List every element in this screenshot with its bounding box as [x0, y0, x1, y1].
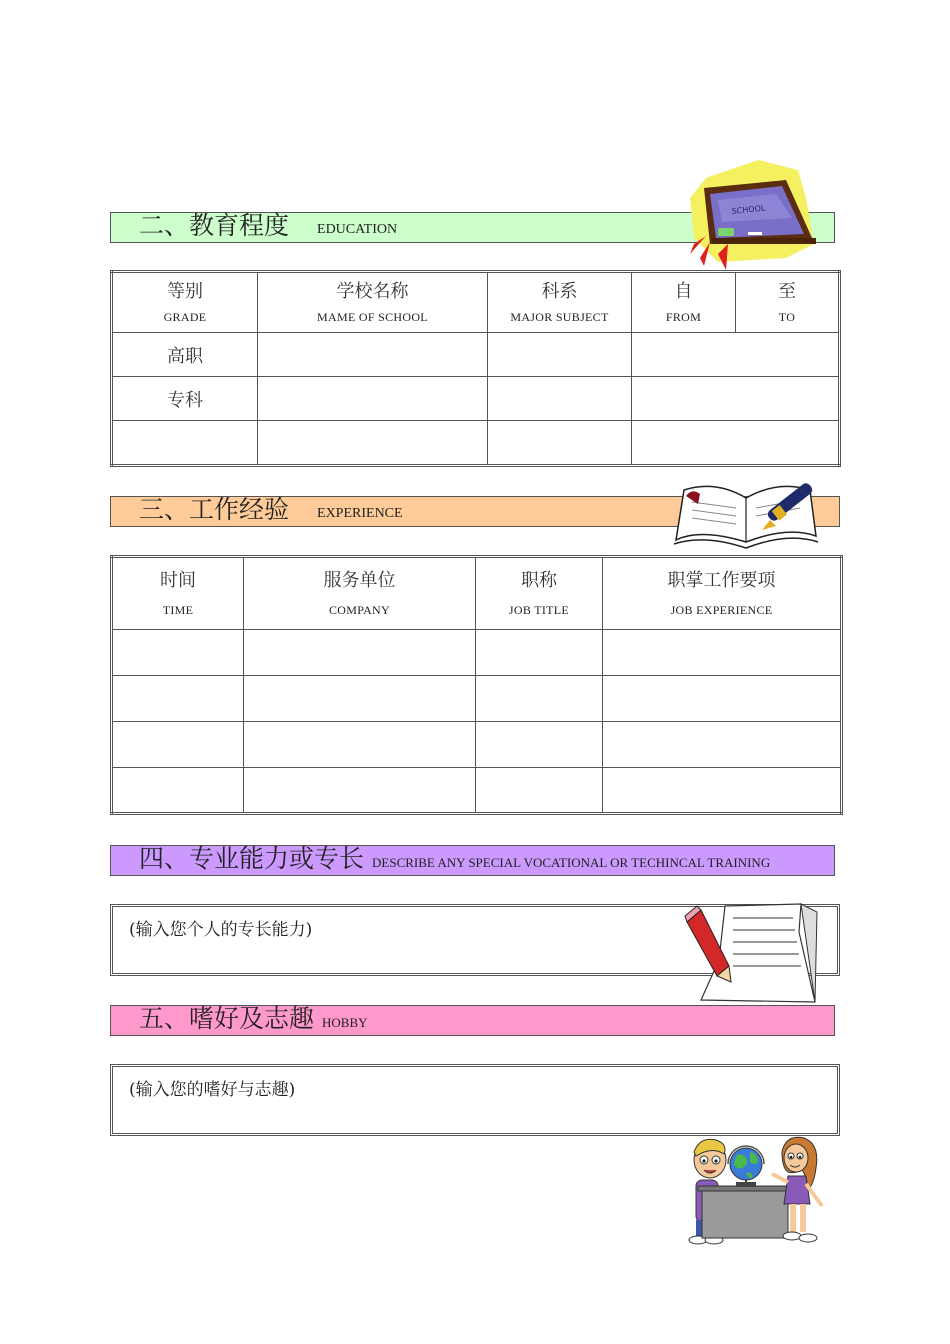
experience-table: [110, 555, 843, 815]
table-row: [112, 377, 840, 421]
table-row: [112, 676, 842, 722]
header-to: 至 TO: [736, 272, 840, 333]
header-major-subject: 科系 MAJOR SUBJECT: [488, 272, 632, 333]
time-cell[interactable]: [112, 768, 244, 814]
time-cell[interactable]: [112, 630, 244, 676]
kids-globe-icon: [686, 1134, 838, 1248]
table-row: [112, 722, 842, 768]
skills-title-cn: 四、专业能力或专长: [139, 844, 365, 873]
hobby-title-cn: 五、嗜好及志趣: [139, 1004, 315, 1033]
header-job-experience: 职掌工作要项 JOB EXPERIENCE: [603, 557, 842, 630]
grade-label: 高职: [112, 333, 258, 377]
job-title-cell[interactable]: [476, 768, 603, 814]
skills-title-en: DESCRIBE ANY SPECIAL VOCATIONAL OR TECHINCAL TRAINING: [372, 855, 771, 870]
hobby-placeholder: (输入您的嗜好与志趣): [129, 1080, 296, 1100]
svg-text:SCHOOL: SCHOOL: [731, 203, 766, 216]
school-blackboard-icon: [688, 158, 820, 270]
school-name-cell[interactable]: [258, 421, 488, 466]
date-range-cell[interactable]: [632, 377, 840, 421]
school-name-cell[interactable]: [258, 333, 488, 377]
header-job-title: 职称 JOB TITLE: [476, 557, 603, 630]
major-subject-cell[interactable]: [488, 377, 632, 421]
job-title-cell[interactable]: [476, 630, 603, 676]
experience-title-en: EXPERIENCE: [317, 506, 403, 521]
skills-placeholder: (输入您个人的专长能力): [129, 920, 313, 940]
education-title-en: EDUCATION: [317, 222, 398, 237]
school-name-cell[interactable]: [258, 377, 488, 421]
company-cell[interactable]: [244, 768, 476, 814]
grade-label[interactable]: [112, 421, 258, 466]
header-company: 服务单位 COMPANY: [244, 557, 476, 630]
grade-label: 专科: [112, 377, 258, 421]
job-experience-cell[interactable]: [603, 676, 842, 722]
company-cell[interactable]: [244, 676, 476, 722]
job-title-cell[interactable]: [476, 722, 603, 768]
header-grade: 等别 GRADE: [112, 272, 258, 333]
job-experience-cell[interactable]: [603, 722, 842, 768]
job-title-cell[interactable]: [476, 676, 603, 722]
time-cell[interactable]: [112, 676, 244, 722]
header-from: 自 FROM: [632, 272, 736, 333]
table-row: [112, 768, 842, 814]
company-cell[interactable]: [244, 630, 476, 676]
table-row: [112, 333, 840, 377]
job-experience-cell[interactable]: [603, 768, 842, 814]
experience-header-row: [112, 557, 842, 630]
time-cell[interactable]: [112, 722, 244, 768]
skills-section-header: [110, 845, 835, 876]
major-subject-cell[interactable]: [488, 333, 632, 377]
hobby-input-box[interactable]: [110, 1064, 840, 1136]
header-school-name: 学校名称 MAME OF SCHOOL: [258, 272, 488, 333]
job-experience-cell[interactable]: [603, 630, 842, 676]
major-subject-cell[interactable]: [488, 421, 632, 466]
table-row: [112, 630, 842, 676]
open-book-pen-icon: [670, 476, 822, 552]
paper-pencil-icon: [683, 902, 819, 1004]
education-table: [110, 270, 841, 467]
date-range-cell[interactable]: [632, 421, 840, 466]
table-row: [112, 421, 840, 466]
date-range-cell[interactable]: [632, 333, 840, 377]
header-time: 时间 TIME: [112, 557, 244, 630]
education-header-row: [112, 272, 840, 333]
company-cell[interactable]: [244, 722, 476, 768]
education-title-cn: 二、教育程度: [139, 211, 290, 240]
hobby-title-en: HOBBY: [322, 1015, 368, 1030]
hobby-section-header: [110, 1005, 835, 1036]
experience-title-cn: 三、工作经验: [139, 495, 290, 524]
